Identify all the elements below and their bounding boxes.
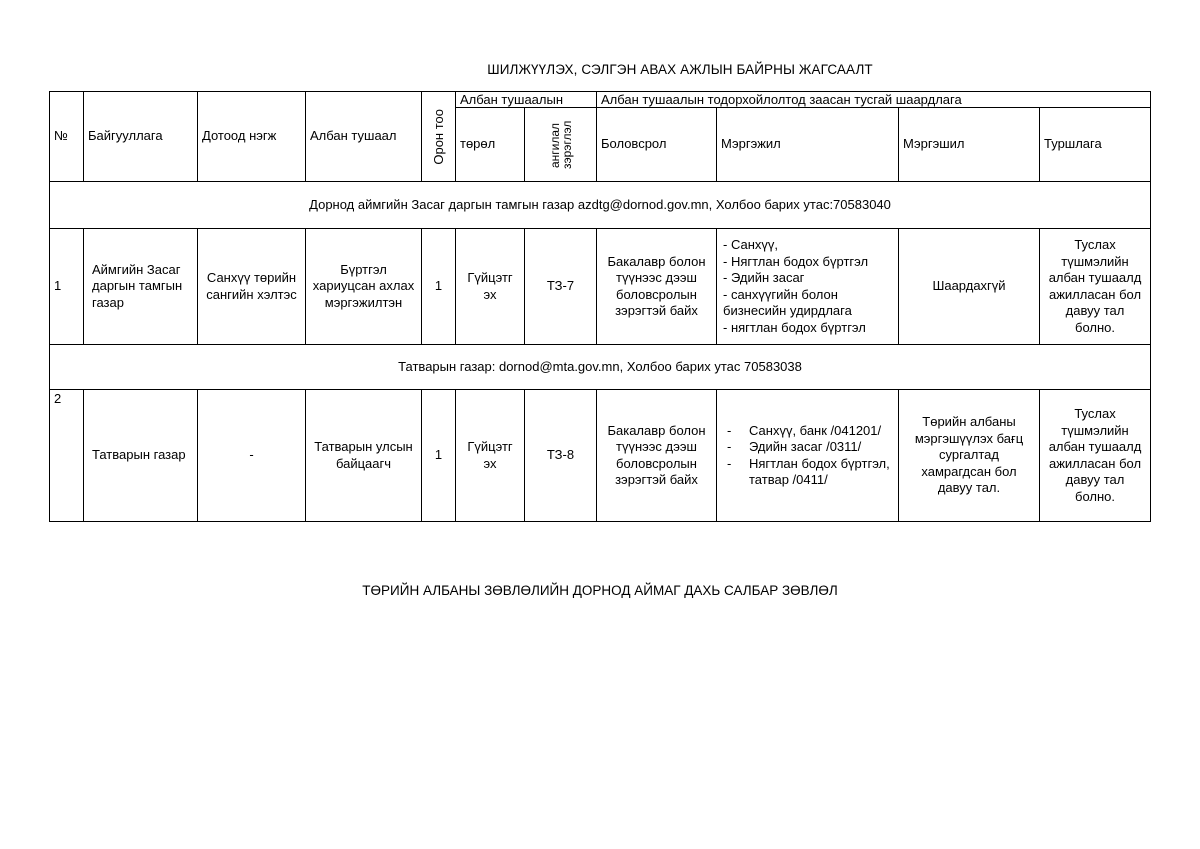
header-count [422,92,456,182]
row-type: Гүйцэтг эх [456,229,525,345]
row-no: 1 [50,229,84,345]
header-education: Боловсрол [597,108,717,182]
header-no: № [50,92,84,182]
row-unit: - [198,390,306,522]
header-count-label: Орон тоо [431,108,446,165]
row-count: 1 [422,390,456,522]
row-no: 2 [50,390,84,522]
row-unit: Санхүү төрийн сангийн хэлтэс [198,229,306,345]
header-org: Байгууллага [84,92,198,182]
row-count: 1 [422,229,456,345]
header-rank [525,108,597,182]
table-row [50,390,1151,522]
header-position-group: Албан тушаалын [456,92,597,108]
row-experience: Туслах түшмэлийн албан тушаалд ажилласан бол давуу тал болно. [1040,229,1151,345]
profession-list [721,423,894,489]
vacancy-table [49,91,1151,522]
row-experience: Туслах түшмэлийн албан тушаалд ажилласан бол давуу тал болно. [1040,390,1151,522]
table-row [50,229,1151,345]
header-type: төрөл [456,108,525,182]
header-unit: Дотоод нэгж [198,92,306,182]
row-org: Татварын газар [84,390,198,522]
section-contact: Татварын газар: dornod@mta.gov.mn, Холбоо барих утас 70583038 [50,345,1151,390]
header-position: Албан тушаал [306,92,422,182]
footer-title: ТӨРИЙН АЛБАНЫ ЗӨВЛӨЛИЙН ДОРНОД АЙМАГ ДАХЬ САЛБАР ЗӨВЛӨЛ [362,583,838,598]
header-experience: Туршлага [1040,108,1151,182]
row-skill: Төрийн албаны мэргэшүүлэх бағц сургалтад хамрагдсан бол давуу тал. [899,390,1040,522]
list-item: - Нягтлан бодох бүртгэл, татвар /0411/ [721,456,894,489]
list-item: - Эдийн засаг /0311/ [721,439,894,456]
list-item: - Санхүү, банк /041201/ [721,423,894,440]
row-position: Бүртгэл хариуцсан ахлах мэргэжилтэн [306,229,422,345]
row-org: Аймгийн Засаг даргын тамгын газар [84,229,198,345]
row-profession [717,390,899,522]
page-title: ШИЛЖҮҮЛЭХ, СЭЛГЭН АВАХ АЖЛЫН БАЙРНЫ ЖАГСААЛТ [487,62,873,77]
header-profession: Мэргэжил [717,108,899,182]
row-education: Бакалавр болон түүнээс дээш боловсролын зэрэгтэй байх [597,229,717,345]
header-skill: Мэргэшил [899,108,1040,182]
row-rank: ТЗ-8 [525,390,597,522]
row-position: Татварын улсын байцаагч [306,390,422,522]
row-skill: Шаардахгүй [899,229,1040,345]
row-rank: ТЗ-7 [525,229,597,345]
row-type: Гүйцэтг эх [456,390,525,522]
section-contact: Дорнод аймгийн Засаг даргын тамгын газар azdtg@dornod.gov.mn, Холбоо барих утас:70583040 [50,182,1151,229]
header-rank-label: ангилал зэрэглэл [547,120,574,169]
row-education: Бакалавр болон түүнээс дээш боловсролын зэрэгтэй байх [597,390,717,522]
header-requirements-group: Албан тушаалын тодорхойлолтод заасан тусгай шаардлага [597,92,1151,108]
row-profession: - Санхүү, - Нягтлан бодох бүртгэл - Эдийн засаг - санхүүгийн болон бизнесийн удирдлага - нягтлан бодох бүртгэл [717,229,899,345]
